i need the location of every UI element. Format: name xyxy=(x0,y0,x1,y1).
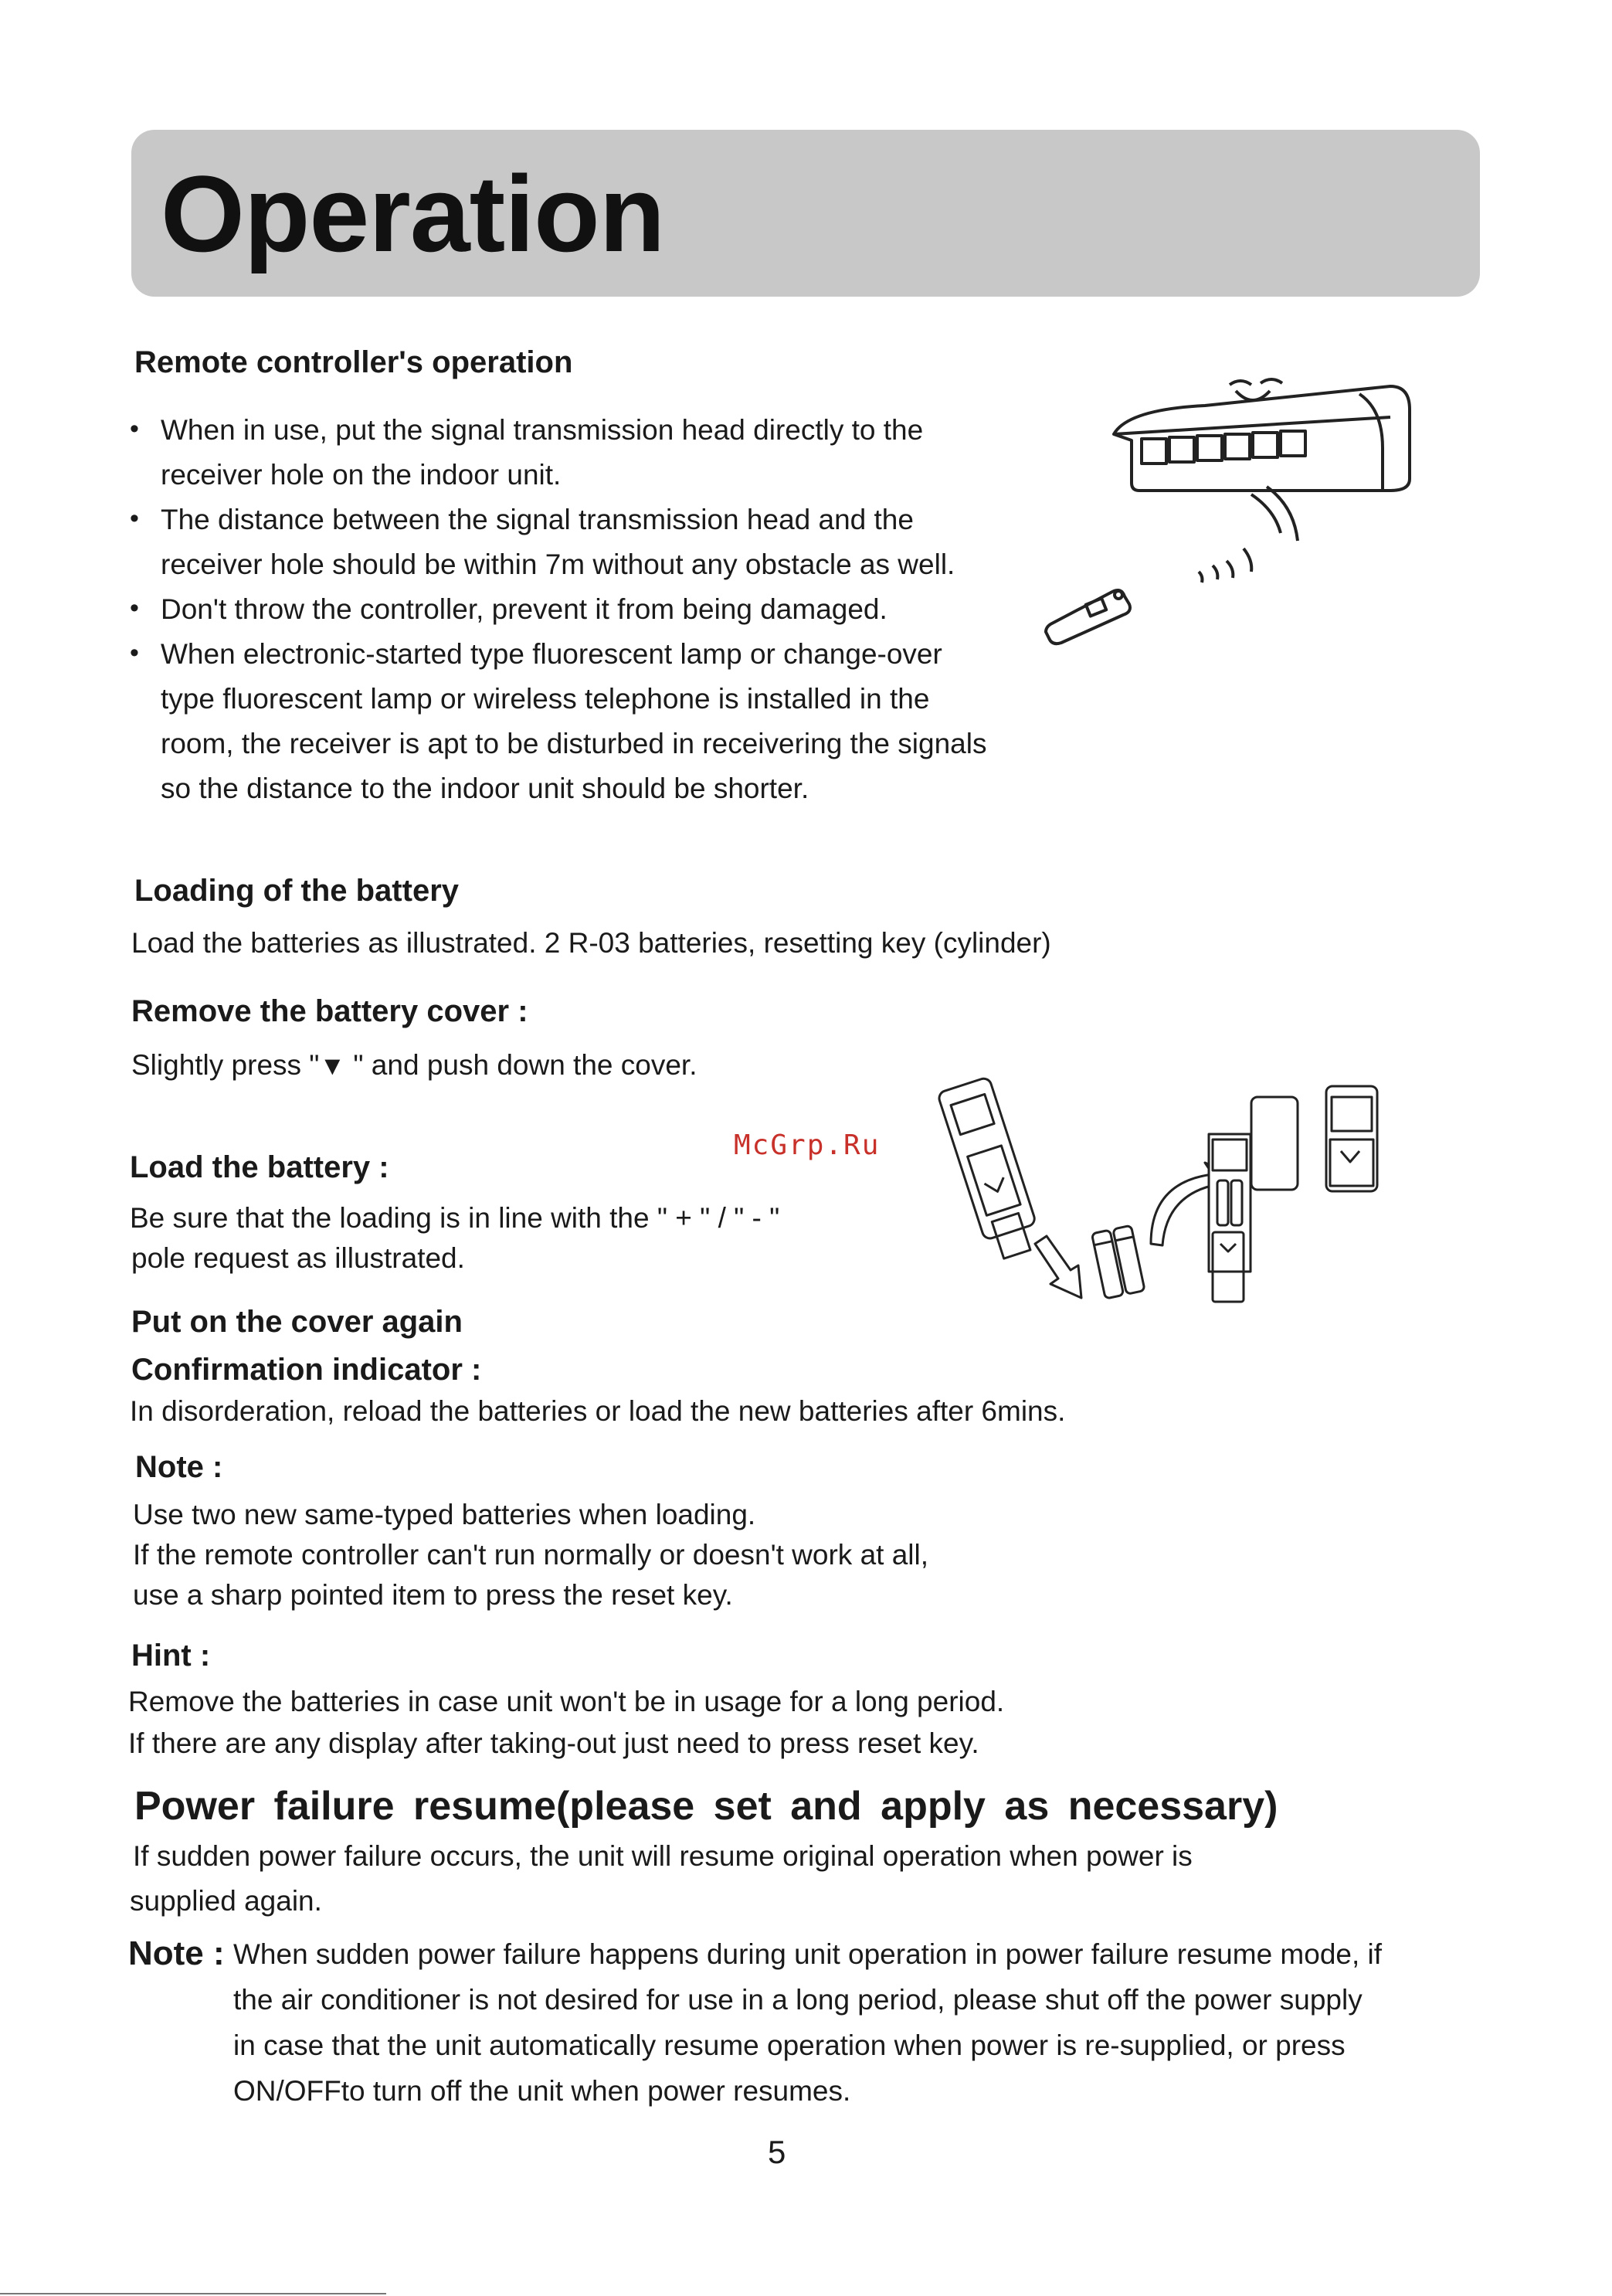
hint-line-2: If there are any display after taking-out just need to press reset key. xyxy=(128,1727,979,1759)
note-heading: Note : xyxy=(135,1450,223,1484)
list-item: • When in use, put the signal transmission head directly to the receiver hole on the indoor unit. xyxy=(130,408,1088,498)
footer-divider xyxy=(0,2293,386,2294)
power-failure-text-2: supplied again. xyxy=(130,1885,322,1917)
power-failure-text-1: If sudden power failure occurs, the unit will resume original operation when power is xyxy=(133,1840,1193,1872)
list-item: • The distance between the signal transmission head and the receiver hole should be within 7m without any obstacle as well. xyxy=(130,498,1088,587)
hint-line-1: Remove the batteries in case unit won't be in usage for a long period. xyxy=(128,1686,1005,1717)
remote-operation-list xyxy=(130,408,1088,811)
remote-operation-heading: Remote controller's operation xyxy=(134,345,573,379)
page-number: 5 xyxy=(768,2134,786,2170)
air-conditioner-icon xyxy=(1027,363,1429,672)
power-failure-heading: Power failure resume(please set and apply as necessary) xyxy=(134,1784,1278,1829)
cover-again-heading: Put on the cover again xyxy=(131,1305,463,1339)
page-title: Operation xyxy=(161,153,665,274)
note-line-3: use a sharp pointed item to press the reset key. xyxy=(133,1579,733,1611)
power-failure-note-text: When sudden power failure happens during unit operation in power failure resume mode, if the air conditioner is not desired for use in a long period, please shut off the power supply in case that the unit automatically resume operation when power is re-supplied, or press ON/OFFto turn off the unit when power resumes. xyxy=(233,1938,1383,2107)
load-battery-text-1: Be sure that the loading is in line with the " + " / " - " xyxy=(130,1202,780,1234)
watermark: McGrp.Ru xyxy=(734,1129,881,1161)
remove-cover-text: Slightly press "▼ " and push down the cover. xyxy=(131,1049,697,1081)
load-battery-heading: Load the battery : xyxy=(130,1150,389,1184)
list-item: • When electronic-started type fluorescent lamp or change-over type fluorescent lamp or wireless telephone is installed in the room, the receiver is apt to be disturbed in receivering the signals so the distance to the indoor unit should be shorter. xyxy=(130,632,1088,811)
load-battery-text-2: pole request as illustrated. xyxy=(131,1242,465,1274)
hint-heading: Hint : xyxy=(131,1639,211,1673)
confirmation-text: In disorderation, reload the batteries or load the new batteries after 6mins. xyxy=(130,1395,1066,1427)
note-line-1: Use two new same-typed batteries when loading. xyxy=(133,1499,756,1530)
remove-cover-heading: Remove the battery cover : xyxy=(131,994,528,1028)
battery-intro: Load the batteries as illustrated. 2 R-03 batteries, resetting key (cylinder) xyxy=(131,927,1051,959)
down-triangle-icon: ▼ xyxy=(319,1051,346,1081)
confirmation-heading: Confirmation indicator : xyxy=(131,1353,482,1387)
note-line-2: If the remote controller can't run normally or doesn't work at all, xyxy=(133,1539,929,1571)
battery-loading-icon xyxy=(919,1066,1398,1313)
battery-heading: Loading of the battery xyxy=(134,874,459,908)
list-item: • Don't throw the controller, prevent it from being damaged. xyxy=(130,587,1088,632)
power-failure-note-label: Note : xyxy=(128,1934,225,1972)
